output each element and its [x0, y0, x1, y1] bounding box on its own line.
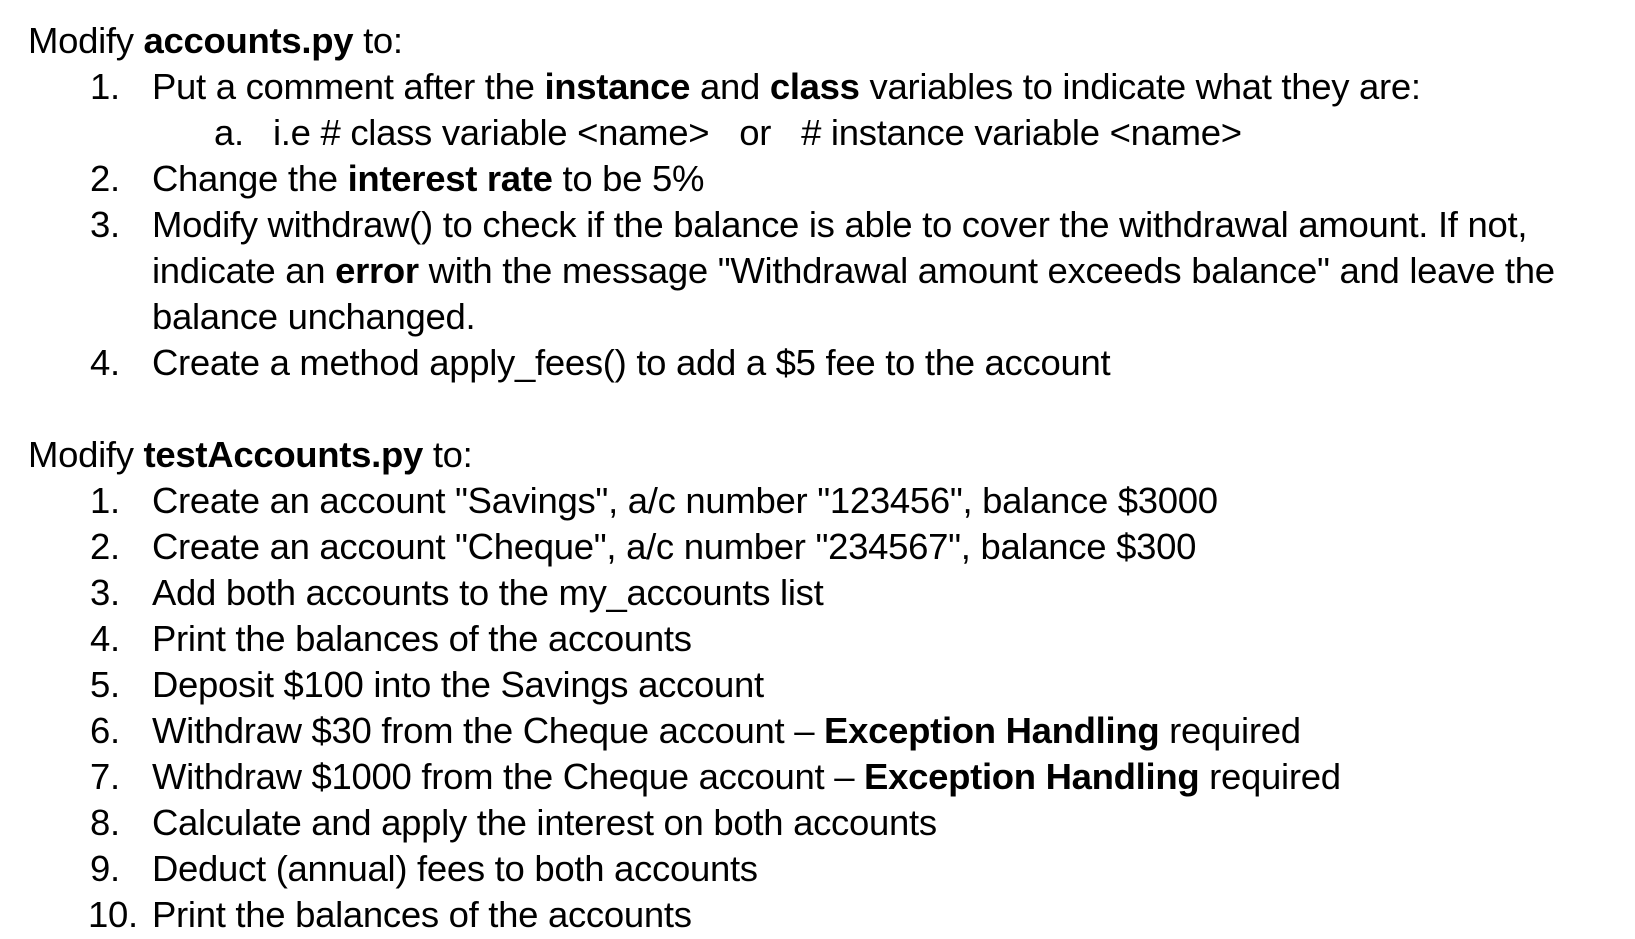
list-item — [28, 570, 1628, 616]
sub-item-letter: a. — [214, 112, 244, 153]
section-heading-accounts — [28, 18, 1628, 64]
item-number: 1. — [90, 480, 120, 521]
item-text: Withdraw $1000 from the Cheque account – — [152, 756, 865, 797]
test-accounts-steps-list — [28, 478, 1628, 938]
item-text: Create an account "Cheque", a/c number "234567", balance $300 — [152, 526, 1197, 567]
item-bold-text: error — [335, 250, 419, 291]
list-item — [28, 754, 1628, 800]
list-item — [28, 524, 1628, 570]
item-bold-text: class — [769, 66, 860, 107]
heading-prefix: Modify — [28, 434, 144, 475]
section-spacer — [28, 386, 1628, 432]
list-item — [28, 478, 1628, 524]
list-item — [28, 616, 1628, 662]
item-text: variables to indicate what they are: — [859, 66, 1421, 107]
item-text: Create a method apply_fees() to add a $5 fee to the account — [152, 342, 1111, 383]
list-item — [28, 800, 1628, 846]
item-number: 3. — [90, 572, 120, 613]
item-text: Deposit $100 into the Savings account — [152, 664, 764, 705]
item-text: Print the balances of the accounts — [152, 618, 692, 659]
item-text: and — [690, 66, 770, 107]
list-item — [28, 846, 1628, 892]
item-number: 3. — [90, 204, 120, 245]
item-number: 9. — [90, 848, 120, 889]
item-text: with the message "Withdrawal amount exceeds balance" and leave the balance unchanged. — [152, 250, 1555, 337]
item-number: 6. — [90, 710, 120, 751]
item-text: Create an account "Savings", a/c number "123456", balance $3000 — [152, 480, 1218, 521]
item-text: Modify withdraw() to check if the balance is able to cover the withdrawal amount. If not, indicate an — [152, 204, 1528, 291]
item-number: 2. — [90, 158, 120, 199]
list-item — [28, 64, 1628, 110]
item-text: Put a comment after the — [152, 66, 545, 107]
item-number: 4. — [90, 618, 120, 659]
item-text: required — [1199, 756, 1341, 797]
list-item — [28, 202, 1628, 340]
item-text: Change the — [152, 158, 348, 199]
list-item — [28, 662, 1628, 708]
list-item — [28, 708, 1628, 754]
item-number: 2. — [90, 526, 120, 567]
item-text: Print the balances of the accounts — [152, 894, 692, 935]
item-text: required — [1159, 710, 1301, 751]
heading-prefix: Modify — [28, 20, 144, 61]
instructions-document — [28, 18, 1628, 938]
list-item — [28, 340, 1628, 386]
accounts-steps-list — [28, 64, 1628, 386]
item-bold-text: interest rate — [347, 158, 553, 199]
list-item — [28, 156, 1628, 202]
item-bold-text: Exception Handling — [824, 710, 1160, 751]
sub-item-text: i.e # class variable <name> — [273, 112, 710, 153]
item-text: Add both accounts to the my_accounts list — [152, 572, 824, 613]
sub-list-item — [28, 110, 1628, 156]
heading-suffix: to: — [353, 20, 403, 61]
list-item — [28, 892, 1628, 938]
item-text: Calculate and apply the interest on both accounts — [152, 802, 937, 843]
item-number: 5. — [90, 664, 120, 705]
item-text: to be 5% — [552, 158, 705, 199]
item-number: 8. — [90, 802, 120, 843]
item-bold-text: instance — [544, 66, 691, 107]
section-heading-test-accounts — [28, 432, 1628, 478]
item-number: 7. — [90, 756, 120, 797]
item-bold-text: Exception Handling — [864, 756, 1200, 797]
item-number: 4. — [90, 342, 120, 383]
item-number: 1. — [90, 66, 120, 107]
item-text: Deduct (annual) fees to both accounts — [152, 848, 758, 889]
sub-item-or: or — [739, 112, 772, 153]
item-text: Withdraw $30 from the Cheque account – — [152, 710, 825, 751]
heading-filename: accounts.py — [143, 20, 354, 61]
sub-item-text: # instance variable <name> — [801, 112, 1242, 153]
heading-filename: testAccounts.py — [143, 434, 423, 475]
item-number: 10. — [88, 894, 138, 935]
heading-suffix: to: — [423, 434, 473, 475]
